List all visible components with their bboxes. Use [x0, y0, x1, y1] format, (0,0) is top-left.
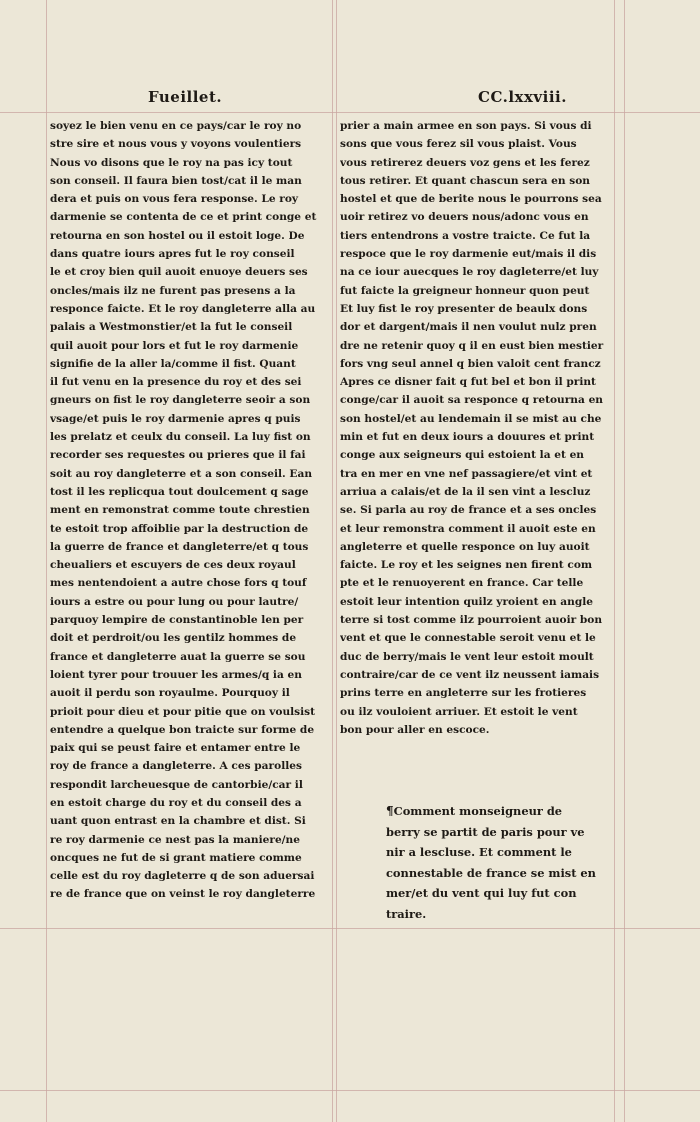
text-line: bon pour aller en escoce. — [340, 723, 490, 736]
text-line: pte et le renuoyerent en france. Car telle — [340, 577, 584, 590]
text-line: darmenie se contenta de ce et print conge et — [50, 211, 317, 224]
text-line: Et luy fist le roy presenter de beaulx dons — [340, 302, 588, 315]
text-line: prioit pour dieu et pour pitie que on voulsist — [50, 705, 316, 718]
text-line: paix qui se peust faire et entamer entre le — [50, 742, 301, 755]
ruling-line — [46, 0, 47, 1122]
text-line: auoit il perdu son royaulme. Pourquoy il — [50, 687, 290, 700]
text-line: responce faicte. Et le roy dangleterre alla au — [50, 302, 316, 315]
text-line: il fut venu en la presence du roy et des sei — [50, 376, 302, 389]
text-line: loient tyrer pour trouuer les armes/q ia en — [50, 668, 302, 681]
text-line: hostel et que de berite nous le pourrons sea — [340, 193, 602, 206]
text-line: prier a main armee en son pays. Si vous di — [340, 120, 592, 132]
text-line: cheualiers et escuyers de ces deux royaul — [50, 559, 296, 572]
text-column-right — [340, 117, 612, 739]
text-line: les prelatz et ceulx du conseil. La luy fist on — [50, 431, 311, 444]
folio-number: CC.lxxviii. — [478, 88, 567, 106]
text-line: ou ilz vouloient arriuer. Et estoit le vent — [340, 705, 578, 718]
text-line: vsage/et puis le roy darmenie apres q puis — [50, 412, 301, 425]
text-line: re roy darmenie ce nest pas la maniere/ne — [50, 833, 300, 846]
text-line: contraire/car de ce vent ilz neussent iamais — [340, 668, 600, 681]
text-line: doit et perdroit/ou les gentilz hommes de — [50, 632, 297, 645]
text-line: Apres ce disner fait q fut bel et bon il print — [340, 376, 596, 389]
text-line: conge aux seigneurs qui estoient la et en — [340, 449, 585, 462]
ruling-line — [0, 1090, 700, 1091]
text-line: se. Si parla au roy de france et a ses oncles — [340, 504, 597, 517]
text-line: dera et puis on vous fera response. Le roy — [50, 193, 299, 206]
text-line: prins terre en angleterre sur les frotieres — [340, 687, 587, 700]
text-line: france et dangleterre auat la guerre se sou — [50, 650, 306, 663]
text-line: parquoy lempire de constantinoble len per — [50, 614, 304, 627]
text-line: na ce iour auecques le roy dagleterre/et luy — [340, 266, 599, 279]
paragraph-mark-icon: ¶ — [386, 804, 394, 818]
ruling-line — [614, 0, 615, 1122]
chapter-heading-line — [386, 801, 622, 822]
text-line: vous retirerez deuers voz gens et les ferez — [340, 156, 590, 169]
text-line: fors vng seul annel q bien valoit cent francz — [340, 357, 601, 370]
text-line: retourna en son hostel ou il estoit loge. De — [50, 229, 305, 242]
text-line: son conseil. Il faura bien tost/cat il le man — [50, 174, 302, 187]
text-line: angleterre et quelle responce on luy auoit — [340, 540, 590, 553]
text-line: oncques ne fut de si grant matiere comme — [50, 851, 302, 864]
running-head-left: Fueillet. — [148, 88, 223, 106]
text-line: estoit leur intention quilz yroient en angle — [340, 595, 594, 608]
chapter-heading-line: traire. — [386, 906, 427, 921]
text-line: et leur remonstra comment il auoit este en — [340, 522, 596, 535]
text-line: la guerre de france et dangleterre/et q tous — [50, 540, 309, 553]
text-line: dre ne retenir quoy q il en eust bien mestier — [340, 339, 604, 352]
text-column-left — [50, 117, 330, 904]
text-line: soyez le bien venu en ce pays/car le roy no — [50, 120, 302, 132]
ruling-line — [0, 112, 700, 113]
text-line: son hostel/et au lendemain il se mist au che — [340, 412, 602, 425]
text-line: en estoit charge du roy et du conseil des a — [50, 796, 302, 809]
text-line: quil auoit pour lors et fut le roy darmenie — [50, 339, 299, 352]
text-line: duc de berry/mais le vent leur estoit moult — [340, 650, 594, 663]
text-line: conge/car il auoit sa responce q retourna en — [340, 394, 604, 407]
text-line: entendre a quelque bon traicte sur forme de — [50, 723, 315, 736]
text-line: recorder ses requestes ou prieres que il fai — [50, 449, 306, 462]
text-line: tiers entendrons a vostre traicte. Ce fut la — [340, 229, 591, 242]
text-line: arriua a calais/et de la il sen vint a lescluz — [340, 485, 591, 498]
text-line: celle est du roy dagleterre q de son aduersai — [50, 870, 315, 883]
text-line: roy de france a dangleterre. A ces parolles — [50, 760, 302, 773]
text-line: mes nentendoient a autre chose fors q touf — [50, 577, 307, 590]
text-line: sons que vous ferez sil vous plaist. Vous — [340, 138, 577, 151]
text-line: oncles/mais ilz ne furent pas presens a la — [50, 284, 296, 297]
text-line: dor et dargent/mais il nen voulut nulz pren — [340, 321, 597, 334]
chapter-heading-line: connestable de france se mist en — [386, 865, 596, 880]
chapter-heading — [386, 801, 622, 924]
text-line: tous retirer. Et quant chascun sera en son — [340, 174, 590, 187]
text-line: signifie de la aller la/comme il fist. Quant — [50, 357, 296, 370]
chapter-heading-text: Comment monseigneur de — [393, 804, 563, 818]
text-line: re de france que on veinst le roy dangleterre — [50, 888, 316, 901]
text-line: dans quatre iours apres fut le roy conseil — [50, 248, 295, 261]
text-line: respoce que le roy darmenie eut/mais il dis — [340, 248, 597, 261]
text-line: soit au roy dangleterre et a son conseil. Ean — [50, 467, 313, 480]
text-line: le et croy bien quil auoit enuoye deuers ses — [50, 266, 308, 279]
ruling-line — [624, 0, 625, 1122]
text-line: terre si tost comme ilz pourroient auoir bon — [340, 614, 603, 627]
text-line: ment en remonstrat comme toute chrestien — [50, 504, 310, 517]
text-line: uant quon entrast en la chambre et dist. Si — [50, 815, 306, 828]
text-line: palais a Westmonstier/et la fut le conseil — [50, 321, 293, 334]
text-line: vent et que le connestable seroit venu et le — [340, 632, 596, 645]
text-line: iours a estre ou pour lung ou pour lautre/ — [50, 595, 299, 608]
chapter-heading-line: nir a lescluse. Et comment le — [386, 845, 572, 859]
chapter-heading-line: berry se partit de paris pour ve — [386, 824, 585, 839]
text-line: faicte. Le roy et les seignes nen firent com — [340, 559, 593, 572]
text-line: Nous vo disons que le roy na pas icy tout — [50, 156, 293, 169]
chapter-heading-line: mer/et du vent qui luy fut con — [386, 886, 577, 900]
text-line: te estoit trop affoiblie par la destruction de — [50, 522, 309, 535]
text-line: respondit larcheuesque de cantorbie/car il — [50, 778, 303, 791]
ruling-line — [336, 0, 337, 1122]
text-line: stre sire et nous vous y voyons voulentiers — [50, 138, 302, 151]
text-line: min et fut en deux iours a douures et print — [340, 431, 595, 444]
text-line: tost il les replicqua tout doulcement q sage — [50, 485, 309, 498]
text-line: uoir retirez vo deuers nous/adonc vous en — [340, 211, 589, 224]
text-line: fut faicte la greigneur honneur quon peut — [340, 284, 590, 297]
text-line: gneurs on fist le roy dangleterre seoir a son — [50, 394, 311, 407]
ruling-line — [332, 0, 333, 1122]
text-line: tra en mer en vne nef passagiere/et vint et — [340, 467, 593, 480]
ruling-line — [0, 928, 700, 929]
